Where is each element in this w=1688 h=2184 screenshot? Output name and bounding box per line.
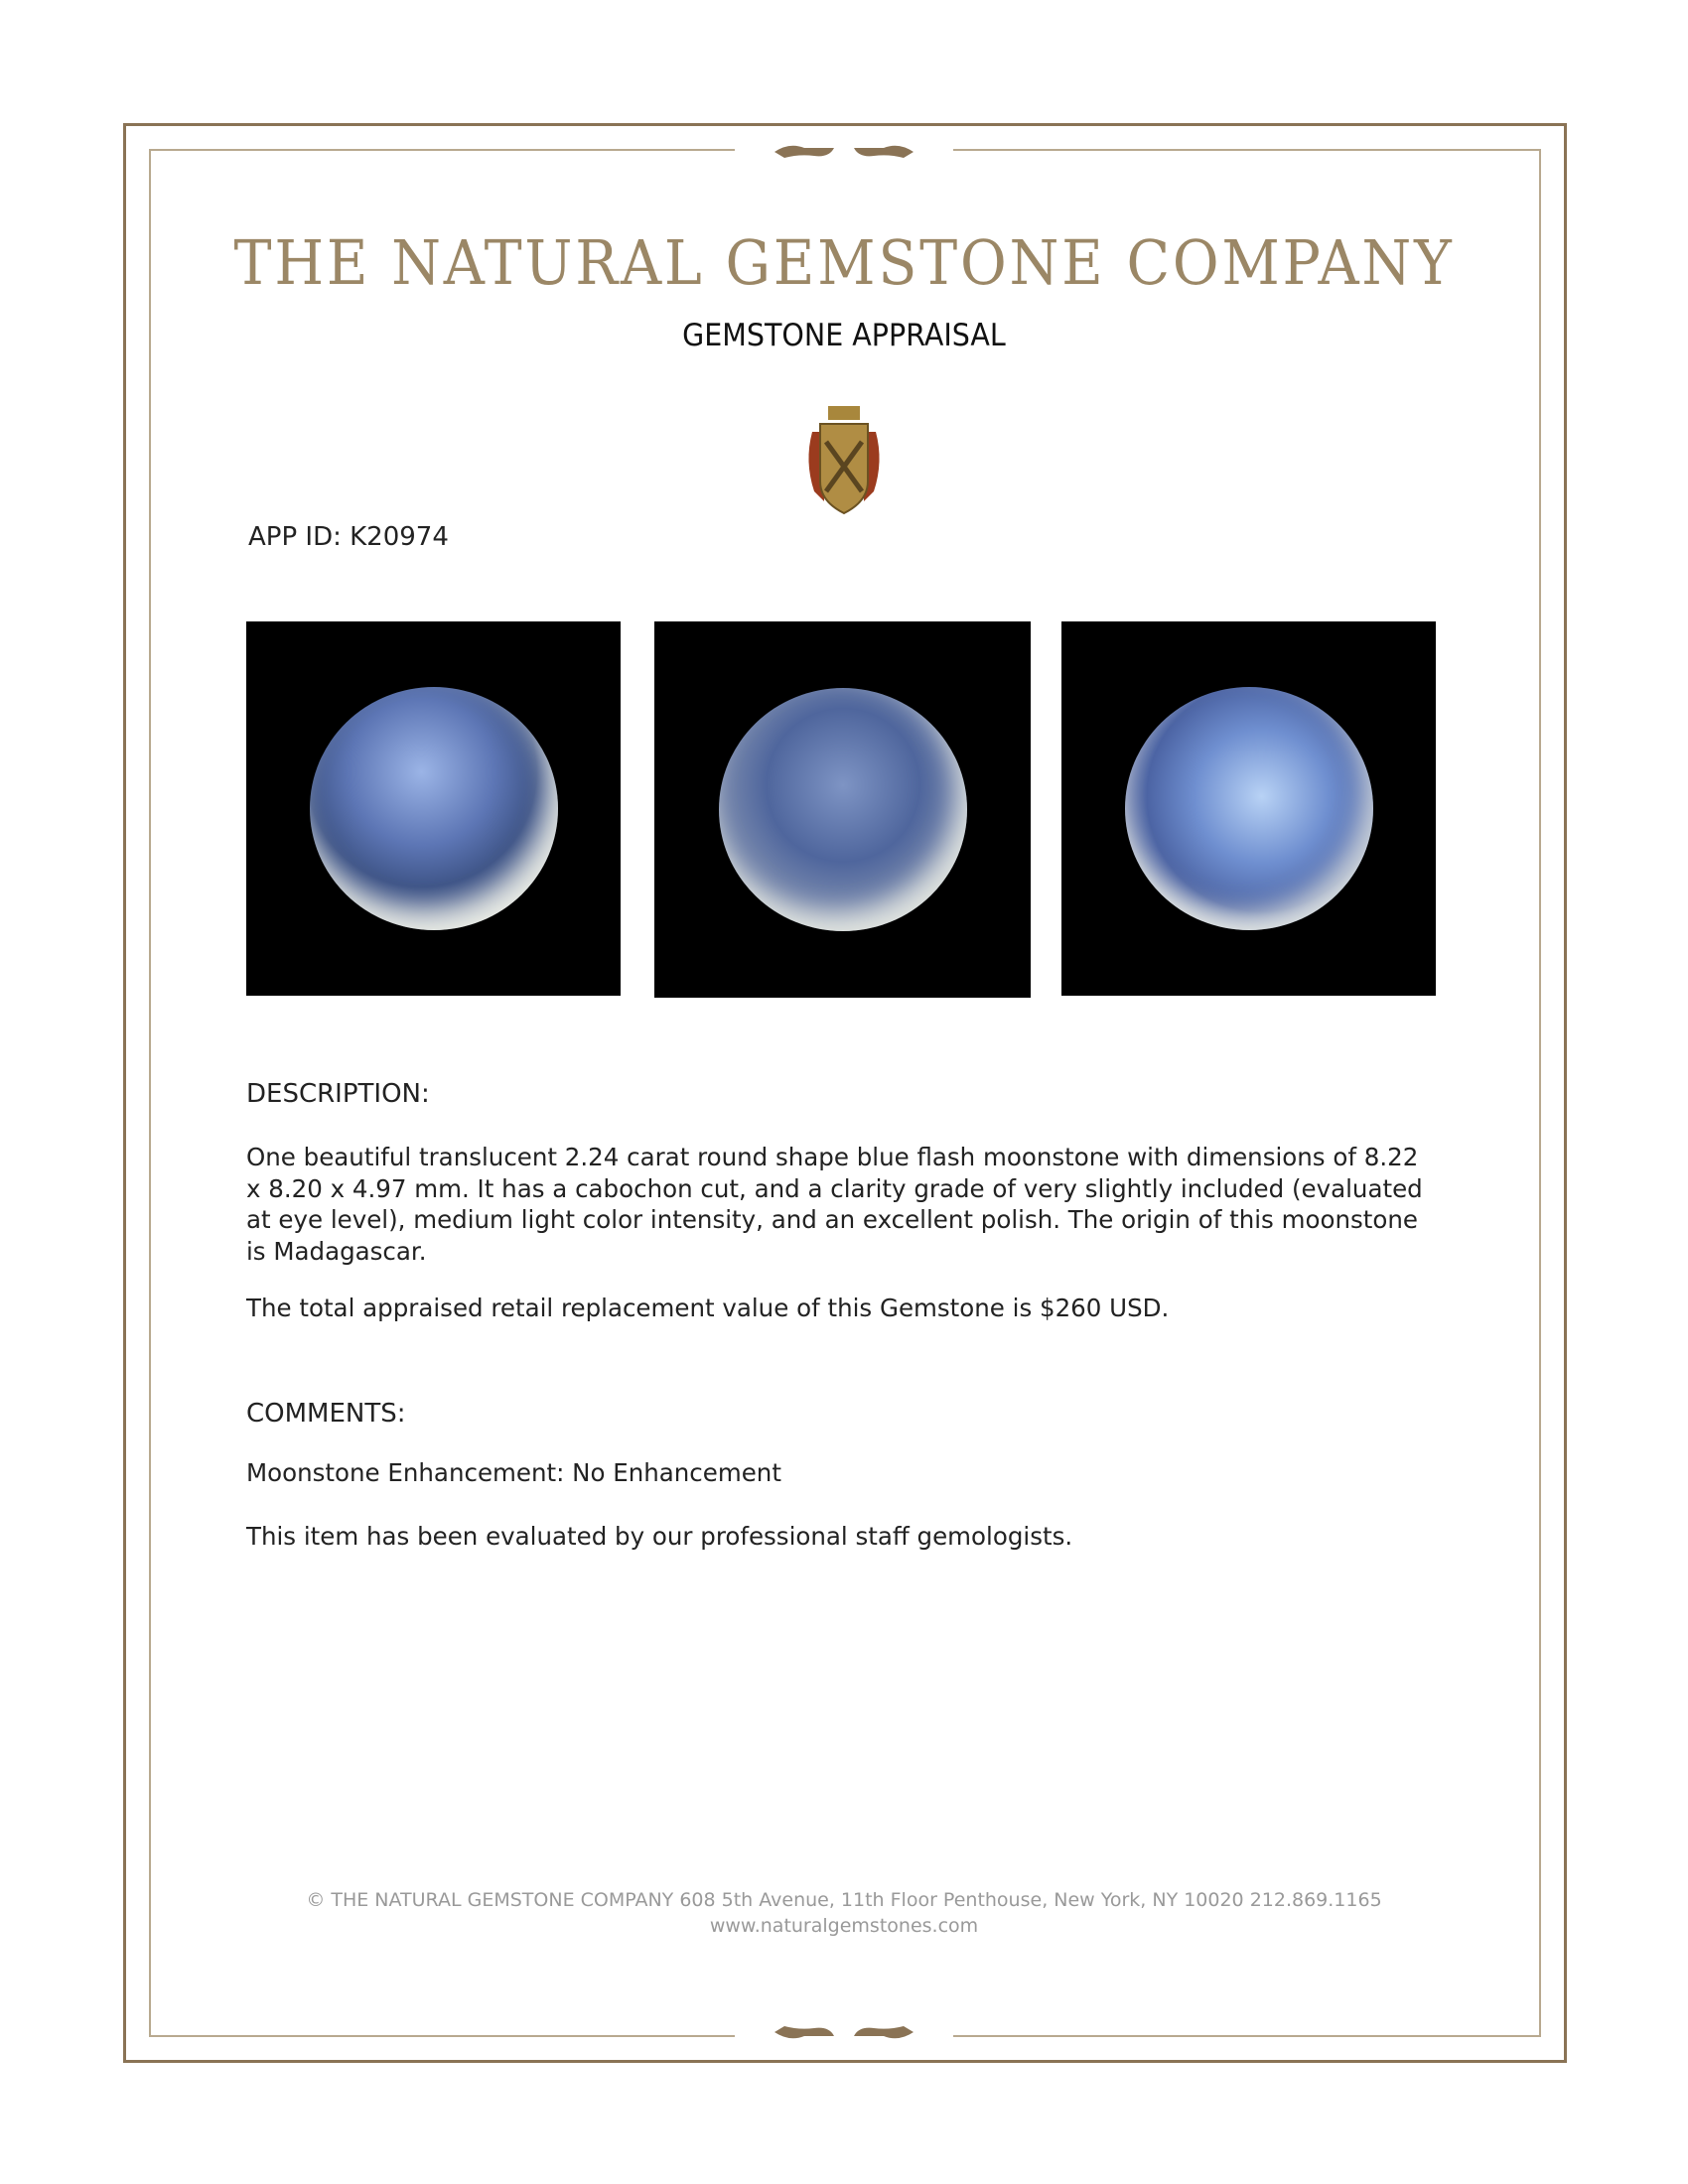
description-text: One beautiful translucent 2.24 carat round shape blue flash moonstone with dimensions of 8.22 x 8.20 x 4.97 mm. It has a cabochon cut, and a clarity grade of very slightly included (evaluated at eye level), medium light color intensity, and an excellent polish. The origin of this moonstone is Madagascar. — [246, 1143, 1423, 1266]
ornament-bottom-icon — [735, 2019, 953, 2049]
comments-heading: COMMENTS: — [246, 1399, 406, 1429]
footer-address: © THE NATURAL GEMSTONE COMPANY 608 5th Avenue, 11th Floor Penthouse, New York, NY 10020 212.869.1165 — [306, 1889, 1382, 1911]
footer-website[interactable]: www.naturalgemstones.com — [709, 1915, 979, 1937]
appraised-value: The total appraised retail replacement value of this Gemstone is $260 USD. — [246, 1294, 1170, 1322]
description-heading: DESCRIPTION: — [246, 1079, 430, 1109]
moonstone-photo-3 — [1061, 621, 1436, 996]
enhancement-comment: Moonstone Enhancement: No Enhancement — [246, 1458, 781, 1487]
moonstone-photo-1 — [246, 621, 621, 996]
company-crest-icon — [804, 402, 884, 521]
ornament-top-icon — [735, 135, 953, 165]
moonstone-photo-2 — [654, 621, 1031, 998]
company-name: THE NATURAL GEMSTONE COMPANY — [233, 226, 1455, 299]
document-title: GEMSTONE APPRAISAL — [682, 318, 1006, 353]
app-id: APP ID: K20974 — [248, 522, 449, 552]
evaluation-comment: This item has been evaluated by our professional staff gemologists. — [246, 1522, 1073, 1551]
